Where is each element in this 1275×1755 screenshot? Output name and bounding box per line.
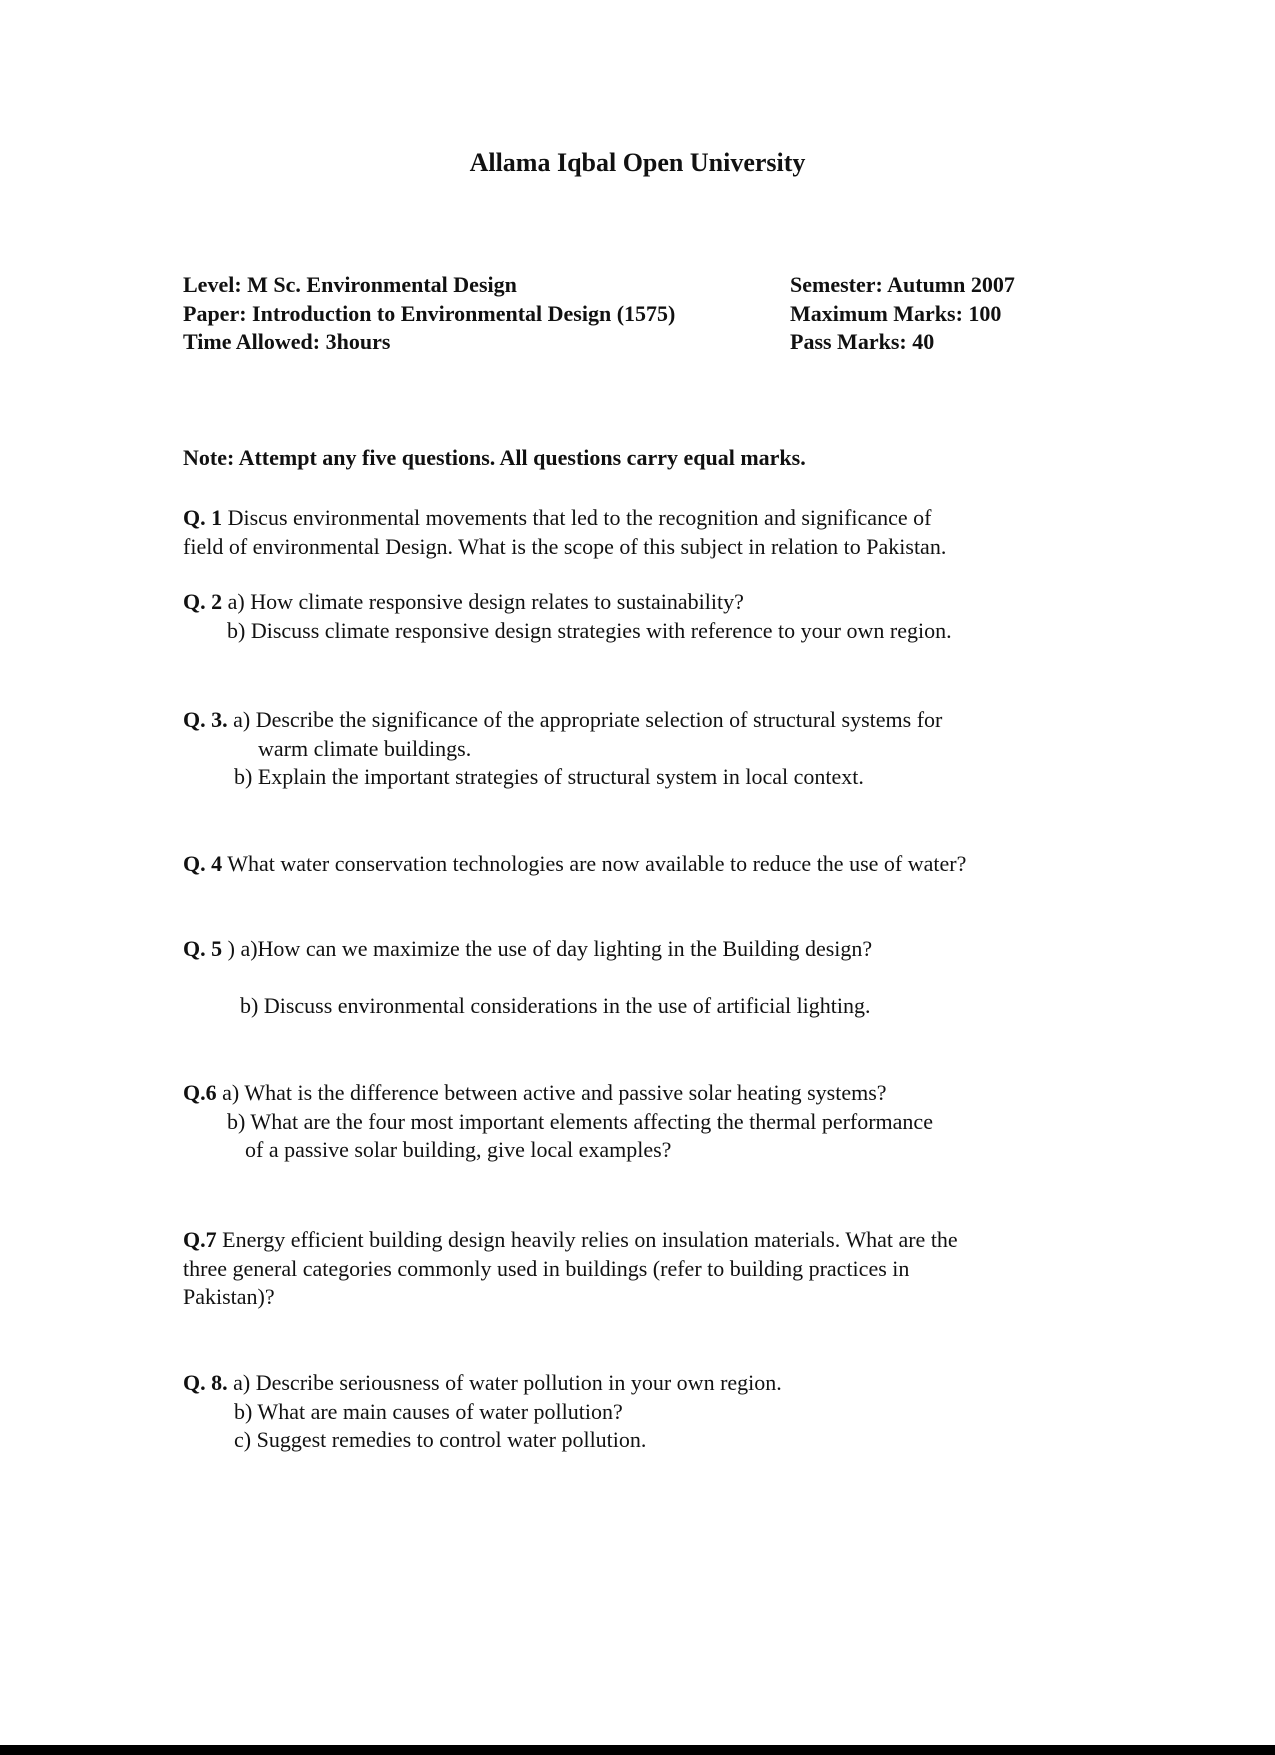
university-title: Allama Iqbal Open University <box>469 148 806 177</box>
scan-edge-bar <box>0 1745 1275 1755</box>
question-6-part-b-cont: of a passive solar building, give local examples? <box>245 1137 672 1162</box>
question-8-part-b: b) What are main causes of water pollution? <box>234 1398 623 1424</box>
question-number: Q. 4 <box>183 851 223 876</box>
question-text: a) Describe the significance of the appropriate selection of structural systems for <box>227 707 943 732</box>
question-7 <box>183 1226 958 1312</box>
question-1-line-2: field of environmental Design. What is the scope of this subject in relation to Pakistan. <box>183 533 947 559</box>
exam-info-left <box>183 271 675 357</box>
question-text: Discus environmental movements that led to the recognition and significance of <box>222 505 932 530</box>
question-1 <box>183 504 946 561</box>
question-7-line-2: three general categories commonly used in buildings (refer to building practices in <box>183 1255 910 1281</box>
question-number: Q.6 <box>183 1080 217 1105</box>
question-number: Q. 1 <box>183 505 223 530</box>
time-line: Time Allowed: 3hours <box>183 329 391 354</box>
question-text: ) a)How can we maximize the use of day lighting in the Building design? <box>222 936 873 961</box>
question-2 <box>183 588 952 645</box>
level-line: Level: M Sc. Environmental Design <box>183 272 517 297</box>
question-8-part-c: c) Suggest remedies to control water pollution. <box>234 1427 647 1452</box>
paper-line: Paper: Introduction to Environmental Design (1575) <box>183 300 676 326</box>
pass-marks-line: Pass Marks: 40 <box>790 329 935 354</box>
instructions-note: Note: Attempt any five questions. All questions carry equal marks. <box>183 445 806 470</box>
question-number: Q.7 <box>183 1227 217 1252</box>
question-2-part-a <box>183 588 952 617</box>
max-marks-line: Maximum Marks: 100 <box>790 300 1002 326</box>
question-3-part-b: b) Explain the important strategies of structural system in local context. <box>234 764 864 789</box>
question-8 <box>183 1369 782 1455</box>
question-number: Q. 5 <box>183 936 223 961</box>
question-3 <box>183 706 942 792</box>
question-number: Q. 8. <box>183 1370 228 1395</box>
question-6-part-a <box>183 1079 933 1108</box>
question-6-part-b: b) What are the four most important elements affecting the thermal performance <box>227 1108 933 1134</box>
semester-line: Semester: Autumn 2007 <box>790 272 1015 297</box>
question-8-part-a <box>183 1369 782 1398</box>
question-6 <box>183 1079 933 1165</box>
question-5 <box>183 935 872 964</box>
question-4-line-1 <box>183 850 966 879</box>
question-text: a) Describe seriousness of water pollution in your own region. <box>227 1370 782 1395</box>
question-5-part-b: b) Discuss environmental considerations in the use of artificial lighting. <box>240 993 871 1018</box>
question-3-part-a-cont: warm climate buildings. <box>258 735 472 761</box>
question-1-line-1 <box>183 504 946 533</box>
question-3-part-a <box>183 706 942 735</box>
question-text: a) How climate responsive design relates to sustainability? <box>222 589 744 614</box>
question-number: Q. 3. <box>183 707 228 732</box>
question-7-line-3: Pakistan)? <box>183 1284 275 1309</box>
question-number: Q. 2 <box>183 589 223 614</box>
question-text: What water conservation technologies are now available to reduce the use of water? <box>222 851 967 876</box>
exam-info-right <box>790 271 1015 357</box>
question-2-part-b: b) Discuss climate responsive design strategies with reference to your own region. <box>227 617 952 643</box>
question-7-line-1 <box>183 1226 958 1255</box>
question-text: a) What is the difference between active and passive solar heating systems? <box>216 1080 887 1105</box>
question-4 <box>183 850 966 879</box>
question-text: Energy efficient building design heavily relies on insulation materials. What are the <box>216 1227 958 1252</box>
question-5-part-a <box>183 935 872 964</box>
